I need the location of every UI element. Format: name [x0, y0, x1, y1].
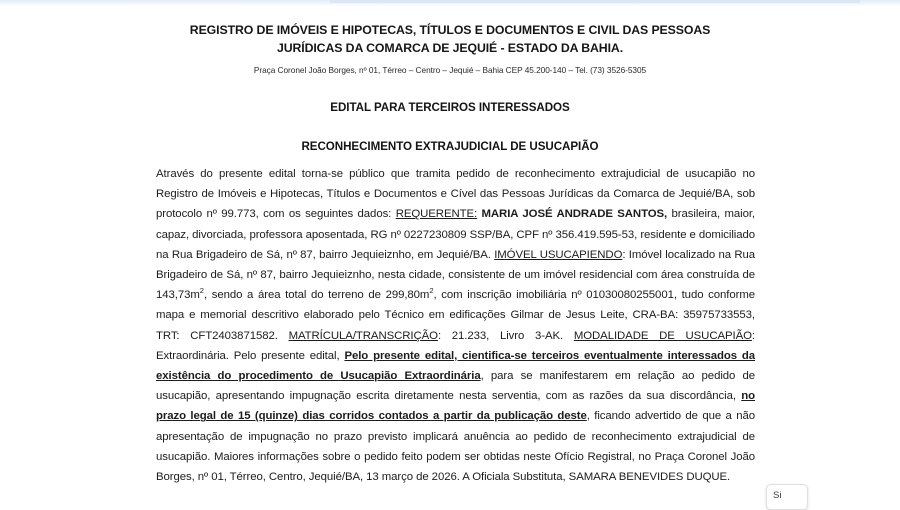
label-requerente: REQUERENTE:	[395, 208, 478, 221]
notice-statement: Pelo presente edital, cientifica-se terceiros eventualmente interessados da existência do procedimento de Usucapião Extraordinária	[156, 349, 755, 383]
organization-name-line-2: JURÍDICAS DA COMARCA DE JEQUIÉ - ESTADO DA BAHIA.	[276, 40, 624, 55]
area-terreno-unit-exponent: 2	[429, 286, 434, 296]
document-header	[0, 0, 900, 76]
organization-address: Praça Coronel João Borges, nº 01, Térreo – Centro – Jequié – Bahia CEP 45.200-140 – Tel. (73) 3526-5305	[253, 65, 647, 75]
organization-name-line-1: REGISTRO DE IMÓVEIS E HIPOTECAS, TÍTULOS E DOCUMENTOS E CIVIL DAS PESSOAS	[189, 23, 711, 37]
modalidade-text: : Extraordinária. Pelo presente edital,	[156, 329, 755, 362]
organization-name	[150, 22, 750, 57]
area-construida-unit-exponent: 2	[199, 286, 204, 296]
label-imovel-usucapiendo: IMÓVEL USUCAPIENDO	[494, 248, 623, 261]
document-titles	[0, 101, 900, 153]
bottom-partial-button-label: Si	[773, 490, 782, 501]
page-subtitle: RECONHECIMENTO EXTRAJUDICIAL DE USUCAPIÃO	[301, 140, 599, 153]
body-intro: Através do presente edital torna-se público que tramita pedido de reconhecimento extrajudicial de usucapião no Registro de Imóveis e Hipotecas, Títulos e Documentos e Cível das Pessoas Jurídicas da Comarca de Jequié/BA, sob protocolo nº 99.773, com os seguintes dados:	[156, 168, 755, 221]
label-modalidade: MODALIDADE DE USUCAPIÃO	[573, 329, 752, 342]
imovel-text-b: , sendo a área total do terreno de 299,80m	[203, 289, 430, 302]
imovel-text-c: , com inscrição imobiliária nº 01030080255001, tudo conforme mapa e memorial descritivo elaborado pelo Técnico em edificações Gilmar de Jesus Leite, CRA-BA: 35975733553, TRT: CFT2403871582.	[156, 289, 755, 342]
page-title: EDITAL PARA TERCEIROS INTERESSADOS	[330, 101, 570, 114]
requerente-name: MARIA JOSÉ ANDRADE SANTOS,	[477, 208, 668, 221]
document-body	[156, 164, 755, 487]
closing-text: , ficando advertido de que a não apresentação de impugnação no prazo previsto implicará anuência ao pedido de reconhecimento extrajudicial de usucapião. Maiores informações sobre o pedido feito podem ser obtidas neste Ofício Registral, no Praça Coronel João Borges, nº 01, Térreo, Centro, Jequié/BA, 13 março de 2026. A Oficiala Substituta, SAMARA BENEVIDES DUQUE.	[156, 410, 755, 484]
imovel-text-a: : Imóvel localizado na Rua Brigadeiro de Sá, nº 87, bairro Jequieiznho, nesta cidade, consistente de um imóvel residencial com área construída de 143,73m	[156, 248, 755, 302]
label-matricula: MATRÍCULA/TRANSCRIÇÃO	[288, 329, 438, 342]
bottom-partial-button[interactable]	[766, 484, 808, 510]
requerente-details: brasileira, maior, capaz, divorciada, professora aposentada, RG nº 0227230809 SSP/BA, CPF nº 356.419.595-53, residente e domiciliado na Rua Brigadeiro de Sá, nº 87, bairro Jequieiznho, em Jequié/BA.	[156, 208, 755, 261]
after-notice-text: , para se manifestarem em relação ao pedido de usucapião, apresentando impugnação escrita diretamente nesta serventia, com as razões da sua discordância,	[156, 370, 756, 403]
matricula-text: : 21.233, Livro 3-AK.	[437, 329, 574, 342]
deadline-statement: no prazo legal de 15 (quinze) dias corridos contados a partir da publicação deste	[156, 390, 755, 423]
